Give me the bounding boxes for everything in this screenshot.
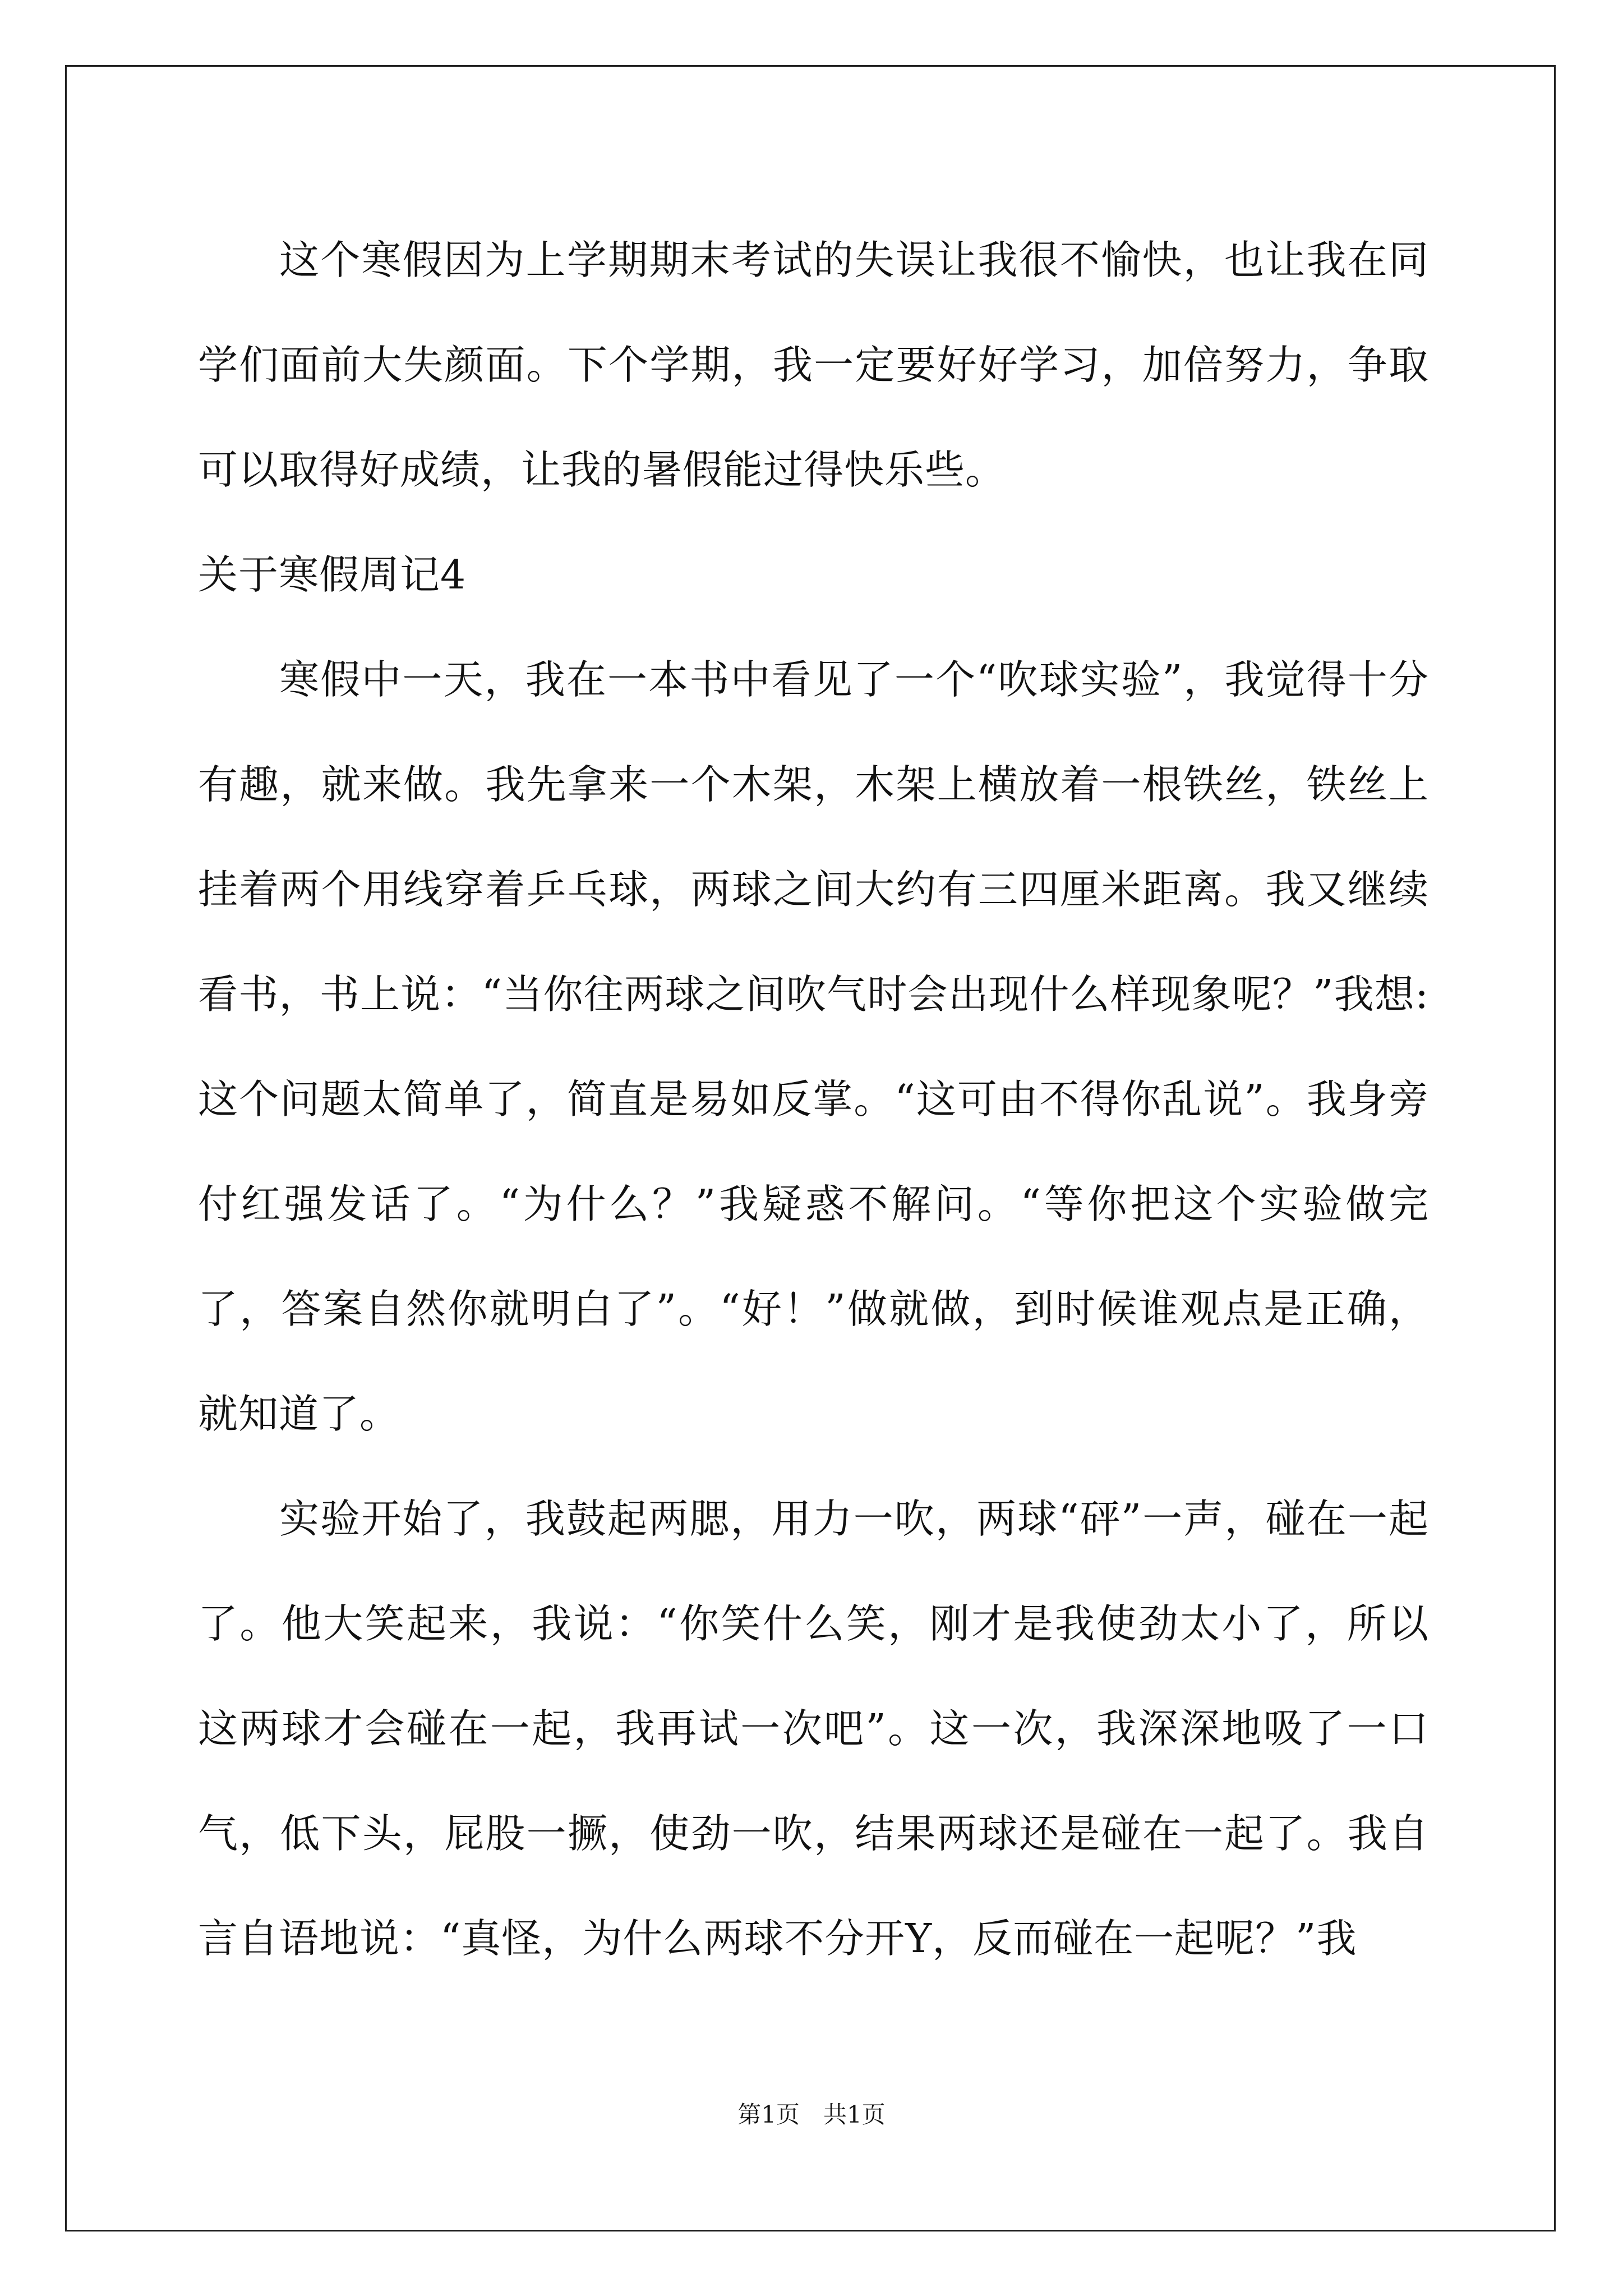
page-total: 共1页 (823, 2101, 886, 2128)
paragraph-2: 寒假中一天，我在一本书中看见了一个“吹球实验”，我觉得十分有趣，就来做。我先拿来一个木架，木架上横放着一根铁丝，铁丝上挂着两个用线穿着乒乓球，两球之间大约有三四厘米距离。我又继续看书，书上说：“当你往两球之间吹气时会出现什么样现象呢？”我想:这个问题太简单了，简直是易如反掌。“这可由不得你乱说”。我身旁付红强发话了。“为什么？”我疑惑不解问。“等你把这个实验做完了，答案自然你就明白了”。“好！”做就做，到时候谁观点是正确，就知道了。 (198, 656, 1429, 1437)
document-body (198, 208, 1429, 1991)
section-heading: 关于寒假周记4 (198, 551, 467, 598)
paragraph-3: 实验开始了，我鼓起两腮，用力一吹，两球“砰”一声，碰在一起了。他大笑起来，我说：“你笑什么笑，刚才是我使劲太小了，所以这两球才会碰在一起，我再试一次吧”。这一次，我深深地吸了一口气，低下头，屁股一撅，使劲一吹，结果两球还是碰在一起了。我自言自语地说：“真怪，为什么两球不分开Y，反而碰在一起呢？”我 (198, 1496, 1429, 1962)
page-footer (0, 2098, 1623, 2132)
page-number: 第1页 (737, 2101, 800, 2128)
paragraph-1: 这个寒假因为上学期期末考试的失误让我很不愉快，也让我在同学们面前大失颜面。下个学期，我一定要好好学习，加倍努力，争取可以取得好成绩，让我的暑假能过得快乐些。 (198, 237, 1429, 493)
